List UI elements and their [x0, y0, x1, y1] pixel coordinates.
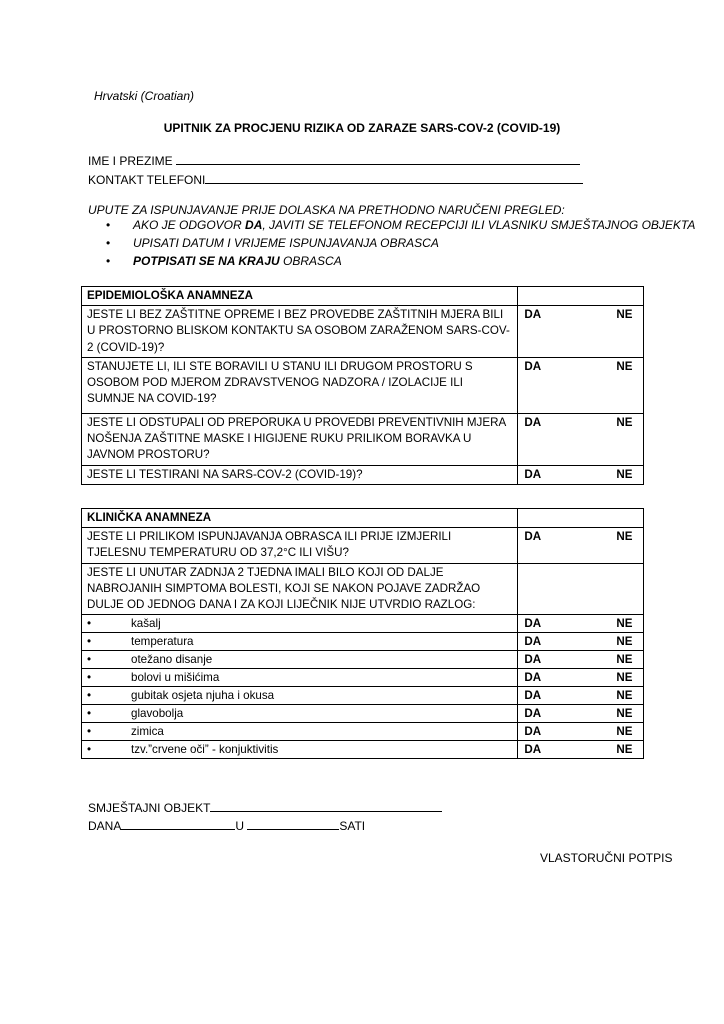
table-row — [82, 651, 644, 669]
yes-option[interactable]: DA — [524, 308, 542, 322]
symptom-item: • kašalj — [82, 615, 518, 633]
no-option[interactable]: NE — [616, 653, 633, 667]
symptom-item: • glavobolja — [82, 705, 518, 723]
name-input-line[interactable] — [176, 153, 580, 165]
hours-label: SATI — [339, 819, 366, 833]
yes-option[interactable]: DA — [524, 671, 542, 685]
no-option[interactable]: NE — [616, 415, 633, 429]
yes-option[interactable]: DA — [524, 653, 542, 667]
epidemiological-heading: EPIDEMIOLOŠKA ANAMNEZA — [82, 287, 518, 306]
date-label: DANA — [88, 819, 122, 833]
table-row — [82, 357, 644, 413]
table-row — [82, 465, 644, 484]
no-option[interactable]: NE — [616, 635, 633, 649]
phone-label: KONTAKT TELEFONI — [88, 173, 206, 187]
yes-option[interactable]: DA — [524, 689, 542, 703]
facility-field[interactable] — [88, 800, 442, 815]
question-text: JESTE LI UNUTAR ZADNJA 2 TJEDNA IMALI BILO KOJI OD DALJE NABROJANIH SIMPTOMA BOLESTI, KOJI SE NAKON POJAVE ZADRŽAO DULJE OD JEDNOG DANA I ZA KOJI LIJEČNIK NIJE UTVRDIO RAZLOG: — [82, 563, 518, 615]
yes-option[interactable]: DA — [524, 617, 542, 631]
question-text: JESTE LI BEZ ZAŠTITNE OPREME I BEZ PROVEDBE ZAŠTITNIH MJERA BILI U PROSTORNO BLISKOM KONTAKTU SA OSOBOM ZARAŽENOM SARS-COV-2 (COVID-19)? — [82, 306, 518, 358]
no-option[interactable]: NE — [616, 308, 633, 322]
question-text: JESTE LI PRILIKOM ISPUNJAVANJA OBRASCA ILI PRIJE IZMJERILI TJELESNU TEMPERATURU OD 37,2°C ILI VIŠU? — [82, 528, 518, 563]
at-label: U — [235, 819, 245, 833]
symptom-item: • temperatura — [82, 633, 518, 651]
date-input-line[interactable] — [121, 818, 235, 830]
table-row — [82, 633, 644, 651]
phone-field[interactable] — [88, 172, 583, 187]
form-title: UPITNIK ZA PROCJENU RIZIKA OD ZARAZE SARS-COV-2 (COVID-19) — [163, 121, 561, 135]
instruction-item: • POTPISATI SE NA KRAJU OBRASCA — [106, 254, 342, 268]
clinical-heading: KLINIČKA ANAMNEZA — [82, 509, 518, 528]
yes-option[interactable]: DA — [524, 467, 542, 481]
question-text: STANUJETE LI, ILI STE BORAVILI U STANU ILI DRUGOM PROSTORU S OSOBOM POD MJEROM ZDRAVSTVENOG NADZORA / IZOLACIJE ILI SUMNJE NA COVID-19? — [82, 357, 518, 413]
phone-input-line[interactable] — [205, 172, 583, 184]
table-row — [82, 615, 644, 633]
no-option[interactable]: NE — [616, 467, 633, 481]
yes-option[interactable]: DA — [524, 415, 542, 429]
instructions-list — [104, 216, 695, 270]
table-row — [82, 723, 644, 741]
name-label: IME I PREZIME — [88, 154, 173, 168]
yes-option[interactable]: DA — [524, 743, 542, 757]
name-field[interactable] — [88, 153, 580, 168]
no-option[interactable]: NE — [616, 743, 633, 757]
symptom-item: • zimica — [82, 723, 518, 741]
date-time-field[interactable] — [88, 818, 365, 833]
signature-label: VLASTORUČNI POTPIS — [540, 851, 673, 865]
facility-label: SMJEŠTAJNI OBJEKT — [88, 801, 211, 815]
symptom-item: • gubitak osjeta njuha i okusa — [82, 687, 518, 705]
table-row — [82, 741, 644, 759]
no-option[interactable]: NE — [616, 707, 633, 721]
table-row — [82, 669, 644, 687]
table-row — [82, 687, 644, 705]
yes-option[interactable]: DA — [524, 635, 542, 649]
table-row — [82, 306, 644, 358]
symptom-item: • otežano disanje — [82, 651, 518, 669]
symptom-item: • bolovi u mišićima — [82, 669, 518, 687]
table-row — [82, 528, 644, 563]
no-option[interactable]: NE — [616, 617, 633, 631]
instructions-heading: UPUTE ZA ISPUNJAVANJE PRIJE DOLASKA NA PRETHODNO NARUČENI PREGLED: — [88, 203, 565, 217]
no-option[interactable]: NE — [616, 530, 633, 544]
table-row — [82, 563, 644, 615]
instruction-item: • UPISATI DATUM I VRIJEME ISPUNJAVANJA OBRASCA — [106, 236, 439, 250]
yes-option[interactable]: DA — [524, 707, 542, 721]
no-option[interactable]: NE — [616, 359, 633, 373]
no-option[interactable]: NE — [616, 725, 633, 739]
clinical-table — [81, 508, 644, 759]
yes-option[interactable]: DA — [524, 530, 542, 544]
epidemiological-table — [81, 286, 644, 485]
no-option[interactable]: NE — [616, 671, 633, 685]
yes-option[interactable]: DA — [524, 359, 542, 373]
table-row — [82, 705, 644, 723]
question-text: JESTE LI TESTIRANI NA SARS-COV-2 (COVID-19)? — [82, 465, 518, 484]
language-label: Hrvatski (Croatian) — [94, 89, 195, 103]
facility-input-line[interactable] — [210, 800, 442, 812]
time-input-line[interactable] — [247, 818, 339, 830]
question-text: JESTE LI ODSTUPALI OD PREPORUKA U PROVEDBI PREVENTIVNIH MJERA NOŠENJA ZAŠTITNE MASKE I HIGIJENE RUKU PRILIKOM BORAVKA U JAVNOM PROSTORU? — [82, 413, 518, 465]
table-row — [82, 413, 644, 465]
no-option[interactable]: NE — [616, 689, 633, 703]
yes-option[interactable]: DA — [524, 725, 542, 739]
instruction-item: • AKO JE ODGOVOR DA, JAVITI SE TELEFONOM RECEPCIJI ILI VLASNIKU SMJEŠTAJNOG OBJEKTA — [106, 218, 696, 232]
symptom-item: • tzv.”crvene oči” - konjuktivitis — [82, 741, 518, 759]
